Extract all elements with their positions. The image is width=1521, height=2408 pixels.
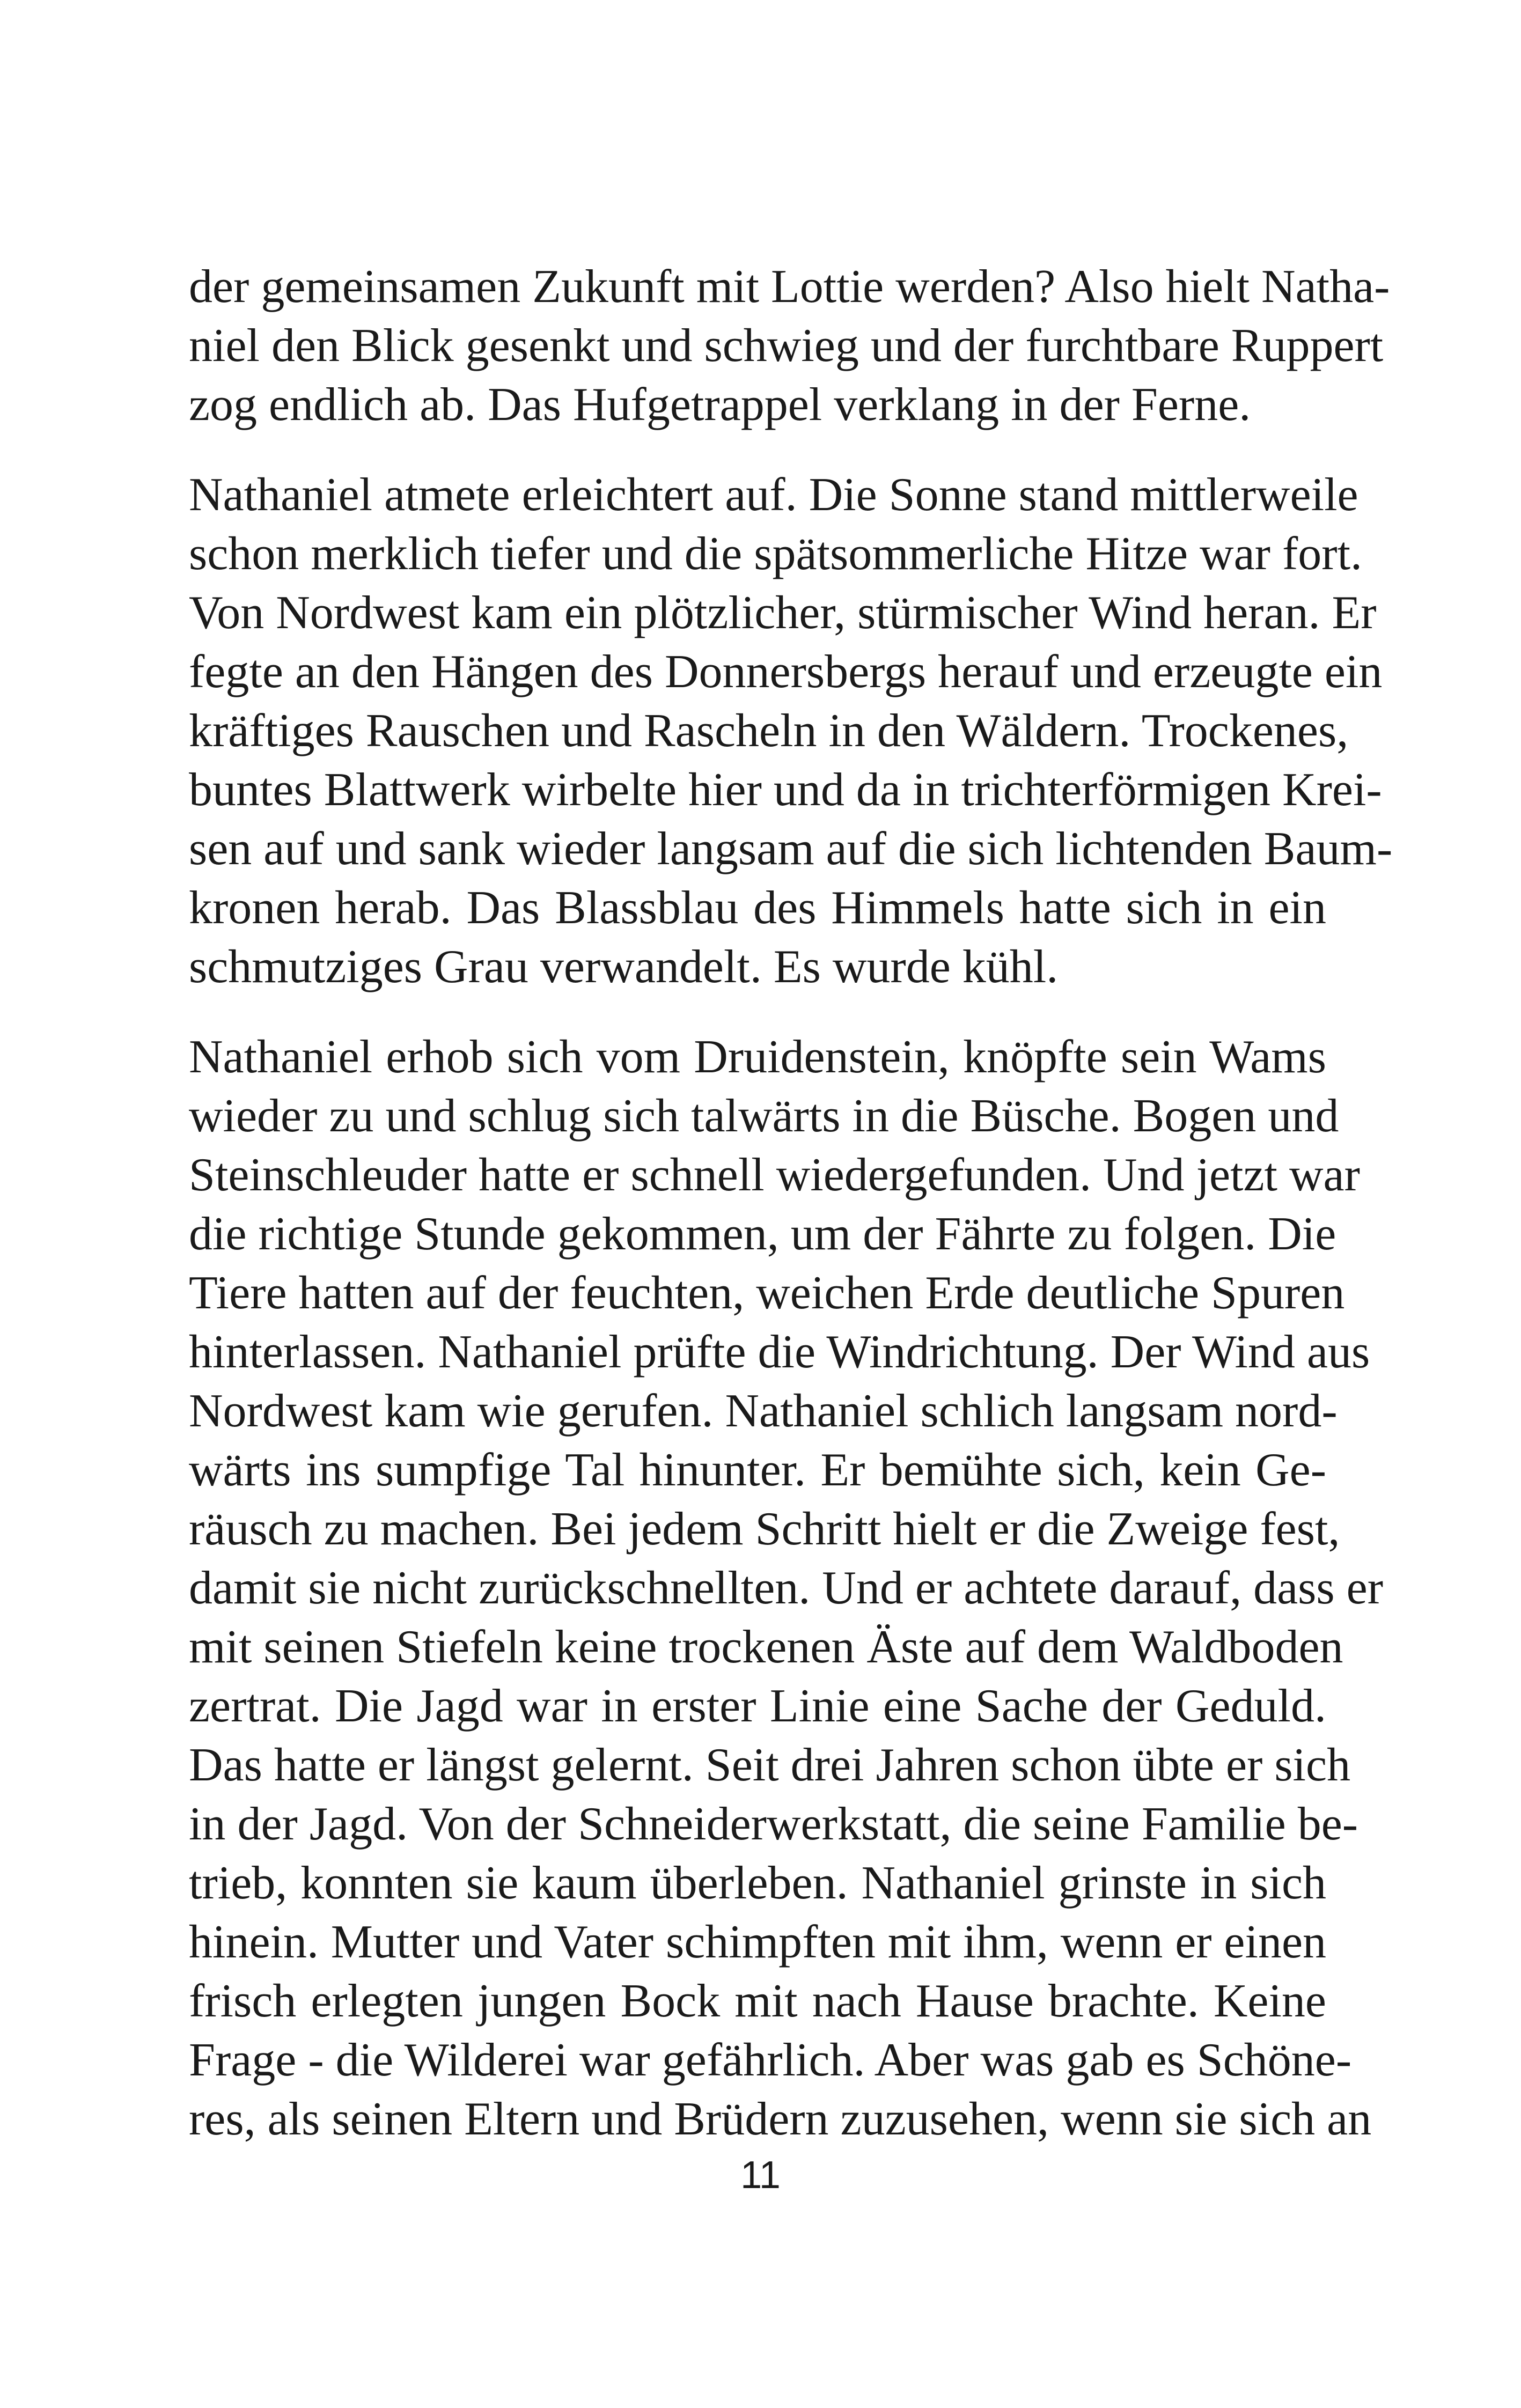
text-line: zertrat. Die Jagd war in erster Linie eine Sache der Geduld. [189,1680,1326,1732]
page-number: 11 [740,2154,781,2197]
text-line: res, als seinen Eltern und Brüdern zuzusehen, wenn sie sich an [189,2093,1372,2145]
text-line: Nathaniel erhob sich vom Druidenstein, knöpfte sein Wams [189,1031,1326,1083]
text-line: Von Nordwest kam ein plötzlicher, stürmischer Wind heran. Er [189,587,1377,639]
text-line: kronen herab. Das Blassblau des Himmels hatte sich in ein [189,882,1326,934]
text-line: niel den Blick gesenkt und schwieg und der furchtbare Ruppert [189,320,1384,372]
paragraph-3 [189,1028,1383,2149]
text-line: damit sie nicht zurückschnellten. Und er achtete darauf, dass er [189,1562,1383,1614]
text-line: schon merklich tiefer und die spätsommerliche Hitze war fort. [189,528,1363,580]
text-line: Nordwest kam wie gerufen. Nathaniel schlich langsam nord- [189,1385,1338,1437]
text-line: Nathaniel atmete erleichtert auf. Die Sonne stand mittlerweile [189,469,1358,521]
text-line: kräftiges Rauschen und Rascheln in den Wäldern. Trockenes, [189,705,1349,757]
paragraph-2 [189,466,1393,997]
text-line: hinein. Mutter und Vater schimpften mit ihm, wenn er einen [189,1916,1326,1968]
text-line: räusch zu machen. Bei jedem Schritt hielt er die Zweige fest, [189,1503,1340,1555]
text-line: mit seinen Stiefeln keine trockenen Äste auf dem Waldboden [189,1621,1343,1673]
text-line: hinterlassen. Nathaniel prüfte die Windrichtung. Der Wind aus [189,1326,1370,1378]
text-line: buntes Blattwerk wirbelte hier und da in trichterförmigen Krei- [189,764,1382,816]
text-line: die richtige Stunde gekommen, um der Fährte zu folgen. Die [189,1208,1336,1260]
text-line: Tiere hatten auf der feuchten, weichen Erde deutliche Spuren [189,1267,1345,1319]
body-text [189,257,1393,2180]
text-line: wieder zu und schlug sich talwärts in die Büsche. Bogen und [189,1090,1339,1142]
text-line: zog endlich ab. Das Hufgetrappel verklang in der Ferne. [189,379,1251,431]
text-line: trieb, konnten sie kaum überleben. Nathaniel grinste in sich [189,1857,1326,1909]
paragraph-1 [189,257,1390,435]
text-line: wärts ins sumpfige Tal hinunter. Er bemühte sich, kein Ge- [189,1444,1326,1496]
text-line: in der Jagd. Von der Schneiderwerkstatt, die seine Familie be- [189,1798,1358,1850]
text-line: Das hatte er längst gelernt. Seit drei Jahren schon übte er sich [189,1739,1351,1791]
text-line: Frage - die Wilderei war gefährlich. Aber was gab es Schöne- [189,2034,1352,2086]
text-line: der gemeinsamen Zukunft mit Lottie werden? Also hielt Natha- [189,261,1390,313]
text-line: frisch erlegten jungen Bock mit nach Hause brachte. Keine [189,1975,1326,2027]
text-line: Steinschleuder hatte er schnell wiedergefunden. Und jetzt war [189,1149,1360,1201]
text-line: schmutziges Grau verwandelt. Es wurde kühl. [189,941,1059,993]
text-line: fegte an den Hängen des Donnersbergs herauf und erzeugte ein [189,646,1383,698]
text-line: sen auf und sank wieder langsam auf die sich lichtenden Baum- [189,823,1393,875]
